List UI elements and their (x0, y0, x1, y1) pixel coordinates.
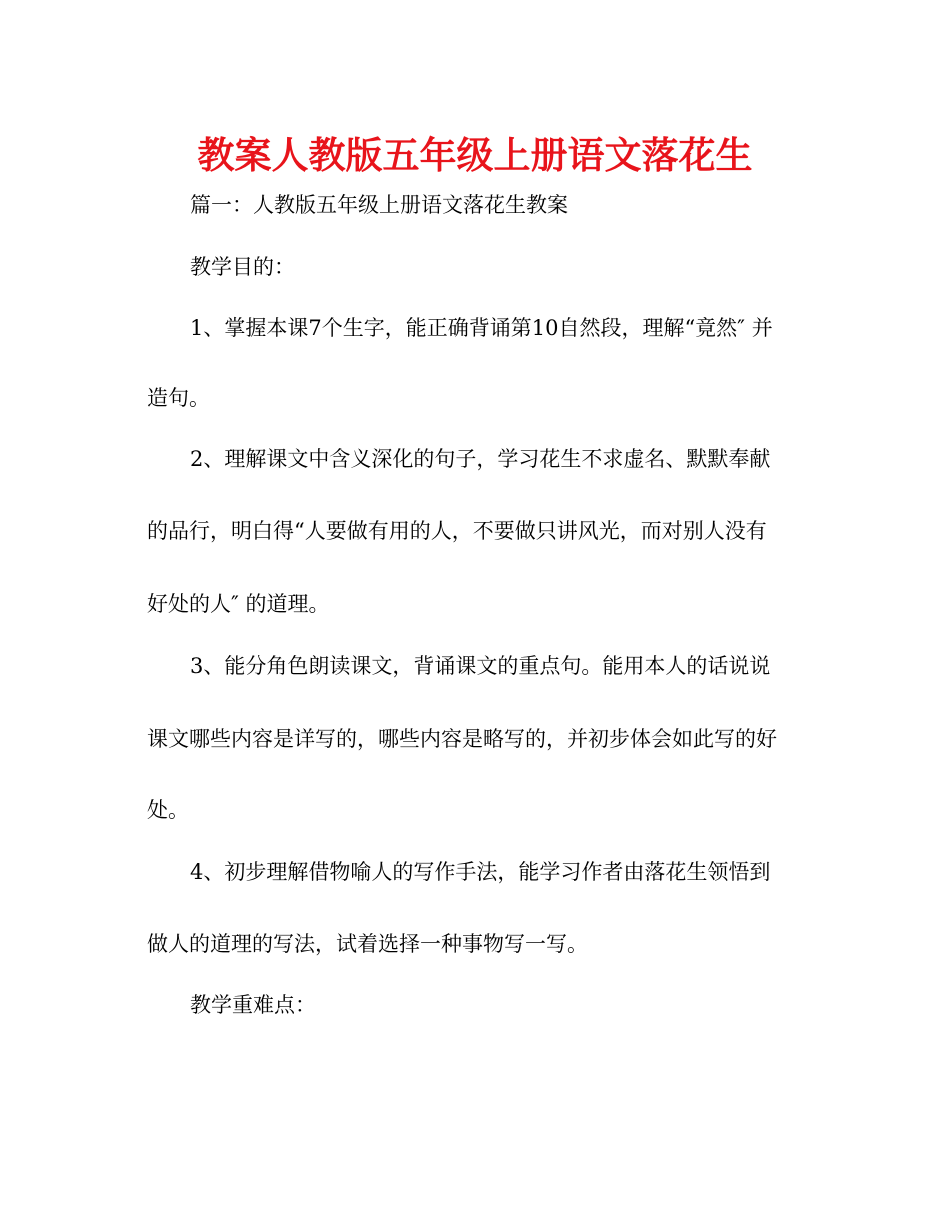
section-heading: 篇一：人教版五年级上册语文落花生教案 (190, 193, 568, 217)
paragraph-line: 4、初步理解借物喻人的写作手法，能学习作者由落花生领悟到 (190, 860, 771, 884)
paragraph-line: 教学目的： (190, 255, 295, 279)
paragraph-line: 好处的人″ 的道理。 (147, 592, 330, 616)
paragraph-line: 课文哪些内容是详写的，哪些内容是略写的，并初步体会如此写的好 (147, 727, 777, 751)
paragraph-line: 3、能分角色朗读课文，背诵课文的重点句。能用本人的话说说 (190, 654, 771, 678)
document-title: 教案人教版五年级上册语文落花生 (197, 134, 753, 177)
paragraph-line: 的品行，明白得“人要做有用的人，不要做只讲风光，而对别人没有 (147, 519, 767, 543)
paragraph-line: 处。 (147, 798, 189, 822)
paragraph-line: 2、理解课文中含义深化的句子，学习花生不求虚名、默默奉献 (190, 447, 771, 471)
paragraph-line: 做人的道理的写法，试着选择一种事物写一写。 (147, 932, 588, 956)
paragraph-line: 1、掌握本课7个生字，能正确背诵第10自然段，理解“竟然″ 并 (190, 316, 773, 340)
paragraph-line: 教学重难点： (190, 993, 316, 1017)
paragraph-line: 造句。 (147, 386, 210, 410)
